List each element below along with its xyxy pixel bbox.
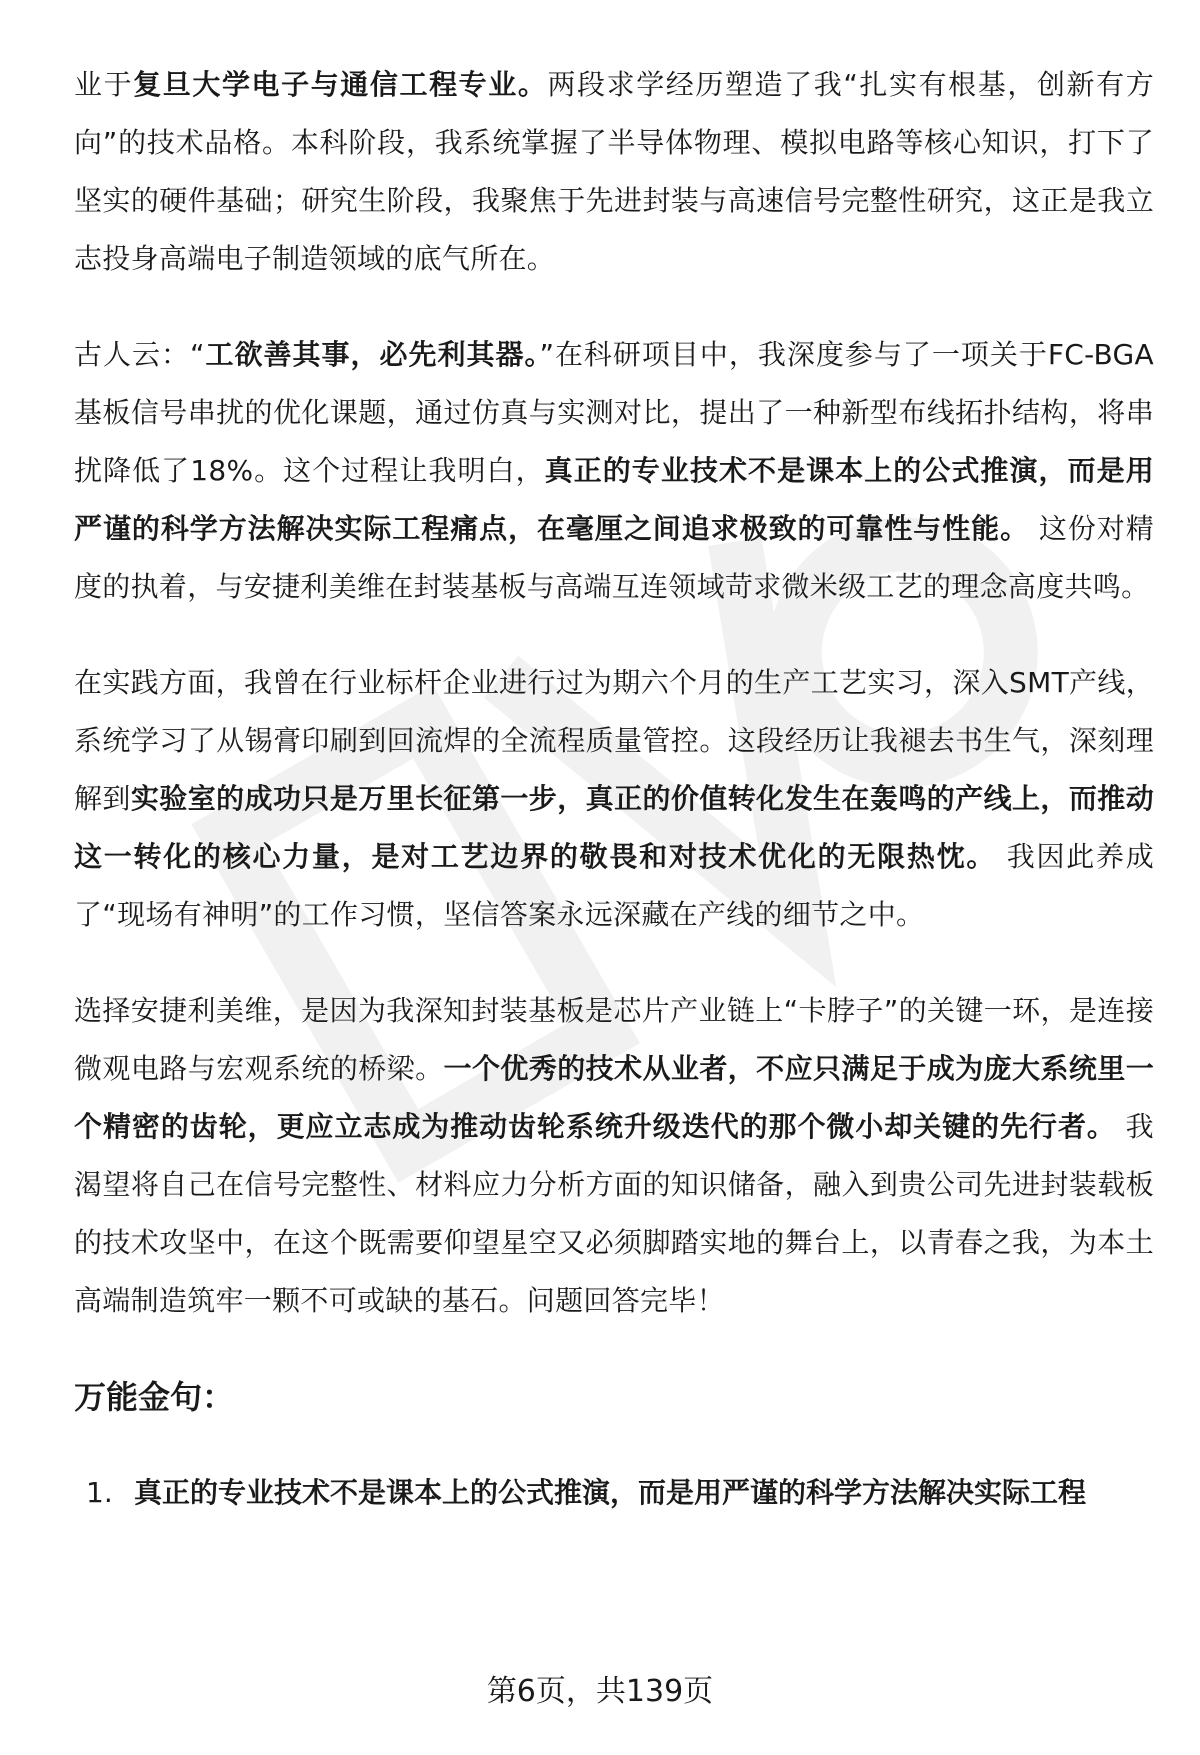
list-number: 1. [86, 1476, 113, 1509]
bold-emphasis-text: 实验室的成功只是万里长征第一步，真正的价值转化发生在轰鸣的产线上，而推动这一转化的核心力量，是对工艺边界的敬畏和对技术优化的无限热忱。 [74, 782, 1154, 873]
list-item-text: 真正的专业技术不是课本上的公式推演，而是用严谨的科学方法解决实际工程 [134, 1476, 1087, 1509]
bold-emphasis-text: 一个优秀的技术从业者，不应只满足于成为庞大系统里一个精密的齿轮，更应立志成为推动齿轮系统升级迭代的那个微小却关键的先行者。 [74, 1052, 1154, 1143]
paragraph-text: 古人云：“ [74, 338, 205, 371]
paragraph-text: 业于 [74, 68, 134, 101]
body-paragraph [74, 326, 1154, 616]
quote-list [74, 1464, 1154, 1522]
page-number: 第6页，共139页 [486, 1674, 714, 1709]
paragraph-text: 两段求学经历塑造了我“扎实有根基，创新有方向”的技术品格。本科阶段，我系统掌握了半导体物理、模拟电路等核心知识，打下了坚实的硬件基础；研究生阶段，我聚焦于先进封装与高速信号完整性研究，这正是我立志投身高端电子制造领域的底气所在。 [74, 68, 1155, 275]
paragraph-text: 我渴望将自己在信号完整性、材料应力分析方面的知识储备，融入到贵公司先进封装载板的技术攻坚中，在这个既需要仰望星空又必须脚踏实地的舞台上，以青春之我，为本土高端制造筑牢一颗不可或缺的基石。问题回答完毕！ [74, 1110, 1154, 1317]
body-paragraph [74, 982, 1154, 1330]
paragraph-list [74, 56, 1154, 1330]
list-item [74, 1464, 1154, 1522]
body-paragraph [74, 56, 1154, 288]
paragraph-text: 这份对精度的执着，与安捷利美维在封装基板与高端互连领域苛求微米级工艺的理念高度共鸣。 [74, 512, 1154, 603]
body-paragraph [74, 654, 1154, 944]
paragraph-text: 我因此养成了“现场有神明”的工作习惯，坚信答案永远深藏在产线的细节之中。 [74, 840, 1154, 931]
bold-emphasis-text: 工欲善其事，必先利其器。 [204, 338, 540, 371]
main-content [74, 56, 1154, 1522]
paragraph-text: 在实践方面，我曾在行业标杆企业进行过为期六个月的生产工艺实习，深入SMT产线，系统学习了从锡膏印刷到回流焊的全流程质量管控。这段经历让我褪去书生气，深刻理解到 [74, 666, 1154, 815]
section-heading: 万能金句： [74, 1378, 235, 1416]
bold-emphasis-text: 真正的专业技术不是课本上的公式推演，而是用严谨的科学方法解决实际工程痛点，在毫厘之间追求极致的可靠性与性能。 [74, 454, 1154, 545]
bold-emphasis-text: 复旦大学电子与通信工程专业。 [133, 68, 548, 101]
paragraph-text: 选择安捷利美维，是因为我深知封装基板是芯片产业链上“卡脖子”的关键一环，是连接微观电路与宏观系统的桥梁。 [74, 994, 1154, 1085]
paragraph-text: ”在科研项目中，我深度参与了一项关于FC-BGA基板信号串扰的优化课题，通过仿真与实测对比，提出了一种新型布线拓扑结构，将串扰降低了18%。这个过程让我明白， [74, 338, 1154, 487]
